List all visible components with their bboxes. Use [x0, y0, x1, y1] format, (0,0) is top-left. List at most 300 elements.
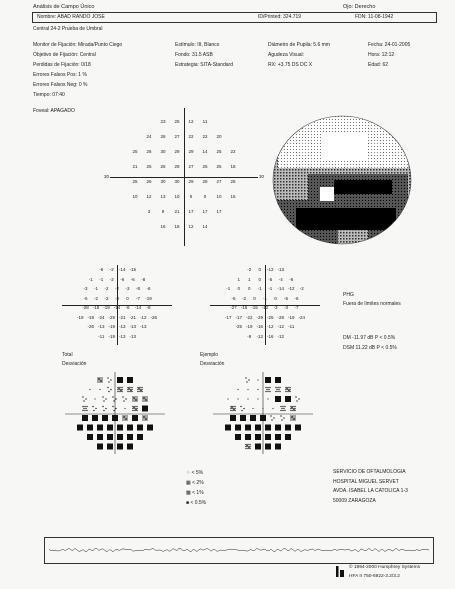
legend-item-1pct	[186, 488, 206, 498]
total-deviation-value: -6	[99, 267, 104, 272]
threshold-value: 18	[174, 224, 180, 229]
threshold-value: 27	[174, 134, 180, 139]
pattern-deviation-symbol	[265, 425, 271, 431]
total-deviation-value: -19	[145, 295, 152, 301]
total-deviation-symbol	[117, 425, 123, 431]
total-deviation-symbol	[127, 434, 133, 440]
pattern-label: Ejemplo	[200, 352, 219, 358]
threshold-value: 22	[230, 149, 236, 154]
total-deviation-value: -6	[146, 286, 151, 291]
pattern-deviation-value: -19	[287, 314, 295, 320]
pattern-deviation-value: -4	[278, 276, 283, 282]
total-deviation-symbol	[107, 425, 113, 431]
threshold-value: 14	[202, 224, 208, 229]
total-deviation-value: -26	[150, 314, 157, 320]
pattern-deviation-value: -12	[266, 267, 274, 272]
threshold-grid	[110, 108, 258, 246]
total-deviation-value: -1	[88, 276, 93, 282]
pattern-deviation-symbol	[267, 398, 268, 399]
pattern-deviation-value: -28	[277, 314, 284, 320]
pattern-deviation-value: -11	[288, 324, 295, 329]
pattern-deviation-value: -12	[277, 333, 284, 339]
threshold-value: 22	[202, 134, 208, 139]
test-time: Hora: 12:12	[368, 52, 395, 58]
pattern-deviation-value: -2	[247, 267, 252, 272]
total-deviation-value: -7	[135, 295, 140, 301]
pattern-deviation-value: -16	[256, 324, 263, 329]
pattern-deviation-symbol	[225, 425, 231, 431]
total-deviation-value: -19	[76, 314, 84, 320]
pattern-deviation-grid	[210, 265, 320, 345]
total-deviation-value: -2	[109, 267, 114, 272]
false-pos: Errores Falsos Pos: 1 %	[33, 72, 87, 78]
total-deviation-value: -24	[97, 314, 105, 320]
total-deviation-value: -14	[113, 305, 121, 310]
ght-label: PHG	[343, 292, 354, 298]
pattern-deviation-value: -12	[261, 305, 269, 310]
pattern-deviation-probability-plot	[213, 372, 313, 454]
pattern-deviation-symbol	[275, 396, 281, 402]
total-deviation-value: -15	[129, 267, 136, 272]
threshold-value: 12	[146, 194, 152, 199]
threshold-value: 25	[146, 164, 152, 169]
pattern-deviation-value: -5	[268, 276, 273, 282]
total-deviation-symbol	[82, 396, 86, 401]
total-deviation-value: -8	[135, 286, 140, 291]
pattern-deviation-symbol	[285, 425, 291, 431]
pattern-deviation-value: -6	[231, 295, 236, 301]
threshold-value: 25	[216, 149, 222, 154]
total-deviation-symbol	[77, 425, 83, 431]
total-deviation-value: -3	[114, 295, 119, 301]
threshold-value: 22	[188, 134, 194, 139]
total-deviation-value: -8	[141, 276, 146, 282]
pattern-deviation-value: -3	[283, 305, 288, 310]
legend-label-05pct: < 0.5%	[190, 500, 207, 506]
pattern-deviation-symbol	[262, 408, 263, 409]
institution-service: SERVICIO DE OFTALMOLOGIA	[333, 469, 406, 475]
pattern-deviation-value: 1	[237, 276, 240, 282]
info-col2	[175, 40, 233, 70]
total-deviation-symbol	[137, 425, 143, 431]
total-deviation-value: -14	[118, 267, 126, 272]
threshold-value: 10	[132, 194, 138, 199]
pattern-deviation-value: 0	[247, 286, 251, 291]
institution-hospital: HOSPITAL MIGUEL SERVET	[333, 478, 399, 485]
pattern-deviation-value: 0	[274, 295, 277, 301]
pattern-deviation-symbol	[275, 444, 281, 450]
total-deviation-value: -6	[120, 276, 125, 282]
threshold-value: 25	[202, 164, 208, 169]
total-deviation-symbol	[132, 396, 137, 401]
threshold-value: 29	[188, 149, 194, 154]
total-deviation-value: -12	[139, 314, 147, 320]
total-deviation-symbol	[107, 434, 113, 440]
pattern-deviation-value: -1	[268, 286, 273, 291]
pattern-deviation-symbol	[255, 444, 261, 450]
institution-address: AVDA. ISABEL LA CATOLICA 1-3	[333, 488, 408, 494]
pattern-deviation-value: 0	[253, 295, 256, 301]
test-name: Central 24-2 Prueba de Umbral	[33, 26, 103, 32]
total-deviation-symbol	[117, 444, 123, 450]
pattern-deviation-symbol	[270, 415, 274, 420]
threshold-value: 28	[202, 179, 208, 184]
total-deviation-symbol	[102, 415, 108, 421]
total-deviation-symbol	[127, 425, 133, 431]
pattern-deviation-symbol	[245, 377, 249, 382]
pattern-deviation-value: -12	[256, 333, 263, 339]
total-deviation-value: -2	[114, 286, 119, 291]
total-deviation-value: -21	[118, 314, 126, 320]
pattern-deviation-symbol	[265, 434, 271, 440]
pattern-deviation-symbol	[275, 387, 280, 392]
pattern-deviation-symbol	[280, 415, 284, 420]
pattern-deviation-symbol	[295, 425, 301, 431]
pattern-deviation-symbol	[245, 425, 251, 431]
threshold-value: 25	[132, 149, 138, 154]
legend-item-5pct	[186, 468, 206, 478]
pattern-deviation-value: -13	[277, 267, 284, 272]
pattern-deviation-value: -22	[245, 314, 253, 320]
md-index: DM -11.97 dB P < 0.5%	[343, 335, 396, 341]
pattern-deviation-symbol	[280, 406, 285, 411]
threshold-value: 17	[216, 209, 222, 214]
gaze-tracking-strip	[44, 537, 434, 564]
pattern-deviation-value: 1	[247, 276, 251, 282]
total-deviation-symbol	[112, 415, 118, 421]
legend-label-1pct: < 1%	[192, 490, 204, 496]
total-deviation-symbol	[137, 387, 142, 392]
total-deviation-value: -3	[125, 286, 130, 291]
footer-copyright: © 1994-2000 Humphrey Systems	[349, 565, 420, 570]
pattern-deviation-value: -25	[266, 314, 274, 320]
pattern-deviation-value: -7	[294, 305, 299, 310]
pattern-deviation-symbol	[295, 396, 299, 401]
threshold-value: 24	[146, 134, 152, 139]
threshold-value: 14	[202, 149, 208, 154]
total-deviation-symbol	[112, 396, 116, 401]
total-deviation-value: -5	[83, 295, 88, 301]
pattern-deviation-symbol	[257, 379, 258, 380]
pattern-deviation-value: -5	[283, 295, 288, 301]
threshold-value: 26	[146, 149, 152, 154]
dots-sparse-icon: ⁘	[186, 470, 191, 476]
total-deviation-value: -11	[98, 333, 105, 339]
pattern-deviation-value: -2	[241, 295, 246, 301]
total-deviation-value: -6	[125, 305, 130, 310]
eye-label: Ojo: Derecho	[343, 4, 376, 10]
foveal: Foveal: APAGADO	[33, 108, 75, 114]
total-deviation-value: -19	[108, 333, 115, 339]
threshold-value: 17	[188, 209, 194, 214]
pattern-deviation-symbol	[275, 425, 281, 431]
threshold-value: 29	[174, 164, 180, 169]
total-deviation-symbol	[107, 377, 111, 382]
legend-item-05pct	[186, 498, 206, 508]
info-col1	[33, 40, 122, 116]
total-deviation-value: -3	[83, 286, 88, 291]
background: Fondo: 31.5 ASB	[175, 52, 213, 58]
pattern-deviation-symbol	[237, 398, 238, 399]
total-deviation-symbol	[127, 444, 133, 450]
total-deviation-symbol	[122, 415, 127, 420]
pattern-deviation-symbol	[245, 434, 251, 440]
total-deviation-value: -19	[87, 314, 94, 320]
patient-dob: FDN: 11-08-1942	[355, 14, 394, 20]
pattern-deviation-value: -1	[262, 295, 267, 301]
fixation-losses: Perdidas de Fijación: 0/18	[33, 62, 91, 68]
pattern-deviation-symbol	[235, 425, 241, 431]
threshold-value: 16	[160, 224, 166, 229]
total-deviation-symbol	[142, 396, 147, 401]
threshold-value: 10	[174, 194, 180, 199]
threshold-value: 26	[160, 134, 166, 139]
total-deviation-symbol	[107, 444, 113, 450]
pattern-deviation-value: -27	[230, 305, 237, 310]
total-deviation-symbol	[94, 398, 95, 399]
total-deviation-value: -13	[118, 324, 126, 329]
threshold-value: 30	[160, 149, 166, 154]
total-deviation-symbol	[117, 377, 123, 383]
pattern-deviation-symbol	[230, 415, 236, 421]
legend-label-5pct: < 5%	[191, 470, 204, 476]
pattern-deviation-value: -3	[273, 305, 278, 310]
pattern-deviation-value: -2	[299, 286, 304, 291]
pattern-deviation-symbol	[290, 406, 295, 411]
total-deviation-value: -26	[87, 324, 94, 329]
pattern-deviation-symbol	[290, 415, 295, 420]
rx: RX: +3.75 DS DC X	[268, 62, 313, 68]
pattern-deviation-symbol	[265, 387, 270, 392]
threshold-value: 13	[160, 194, 166, 199]
threshold-value: 15	[230, 194, 236, 199]
total-deviation-value: -1	[99, 276, 104, 282]
total-deviation-value: -19	[108, 324, 115, 329]
checker-icon: ▩	[186, 490, 191, 496]
pattern-deviation-symbol	[285, 396, 291, 402]
threshold-value: 26	[230, 179, 236, 184]
threshold-value: 17	[202, 209, 208, 214]
total-deviation-symbol	[97, 434, 103, 440]
total-deviation-value: -13	[129, 333, 136, 339]
total-deviation-value: -6	[130, 276, 135, 282]
total-deviation-symbol	[89, 389, 90, 390]
pattern-deviation-symbol	[265, 377, 271, 383]
pattern-deviation-value: -25	[235, 324, 242, 329]
total-deviation-value: -13	[139, 324, 147, 329]
threshold-value: 27	[216, 179, 222, 184]
stimulus: Estímulo: III, Blanco	[175, 42, 220, 48]
pattern-deviation-symbol	[245, 444, 250, 449]
total-deviation-grid	[62, 265, 172, 345]
legend-label-2pct: < 2%	[192, 480, 204, 486]
probability-legend	[186, 468, 206, 508]
threshold-value: 5	[189, 194, 193, 199]
pattern-deviation-symbol	[247, 389, 248, 390]
total-deviation-symbol	[147, 425, 153, 431]
threshold-value: 11	[202, 119, 208, 124]
test-duration: Tiempo: 07:40	[33, 92, 65, 98]
pattern-deviation-value: -17	[224, 314, 232, 320]
pattern-deviation-symbol	[275, 434, 281, 440]
total-deviation-value: -21	[129, 314, 136, 320]
pattern-deviation-symbol	[240, 415, 246, 421]
grayscale-map	[268, 112, 416, 248]
institution-block	[333, 468, 408, 506]
pattern-deviation-value: -14	[277, 286, 284, 291]
pattern-deviation-symbol	[247, 398, 248, 399]
report-title: Análisis de Campo Único	[33, 4, 95, 10]
pattern-deviation-value: 0	[258, 267, 261, 272]
gaze-trace-line	[45, 538, 433, 563]
pattern-deviation-symbol	[272, 408, 273, 409]
pattern-deviation-symbol	[285, 387, 290, 392]
total-deviation-value: -2	[104, 286, 109, 291]
total-deviation-symbol	[127, 377, 133, 383]
pattern-deviation-value: -6	[294, 295, 299, 301]
dots-dense-icon: ▦	[186, 480, 191, 486]
total-deviation-value: 0	[126, 295, 129, 301]
pattern-deviation-value: -15	[251, 305, 258, 310]
axis-label-left: 30	[104, 174, 110, 179]
patient-age: Edad: 62	[368, 62, 389, 68]
threshold-value: 25	[174, 119, 180, 124]
pattern-deviation-value: -12	[266, 324, 274, 329]
total-deviation-symbol	[102, 396, 106, 401]
pattern-deviation-symbol	[250, 415, 256, 421]
pattern-deviation-value: 0	[237, 286, 240, 291]
total-deviation-value: -14	[134, 305, 142, 310]
total-deviation-symbol	[127, 387, 132, 392]
total-label: Total	[62, 352, 73, 358]
total-deviation-symbol	[82, 415, 88, 421]
pattern-deviation-symbol	[257, 389, 258, 390]
pupil-diameter: Diámetro de Pupila: 5.6 mm	[268, 42, 330, 48]
total-deviation-symbol	[97, 377, 102, 382]
threshold-value: 10	[216, 194, 222, 199]
total-deviation-symbol	[112, 406, 116, 411]
pattern-deviation-symbol	[255, 425, 261, 431]
total-deviation-value: -18	[92, 305, 100, 310]
total-deviation-value: -13	[129, 324, 136, 329]
patient-id: ID/Printed: 324.719	[258, 14, 302, 20]
pattern-sub-label: Desviación	[200, 361, 225, 367]
pattern-deviation-symbol	[237, 389, 238, 390]
humphrey-logo	[336, 566, 344, 577]
total-deviation-value: -2	[109, 276, 114, 282]
pattern-deviation-symbol	[227, 398, 228, 399]
strategy: Estrategia: SITA-Standard	[175, 62, 233, 68]
pattern-deviation-value: -12	[277, 324, 284, 329]
total-deviation-symbol	[137, 434, 143, 440]
threshold-value: 18	[230, 164, 236, 169]
threshold-value: 0	[203, 194, 207, 199]
total-deviation-symbol	[87, 425, 93, 431]
total-deviation-value: -8	[146, 305, 151, 310]
pattern-deviation-value: -16	[266, 333, 274, 339]
fixation-target: Objetivo de Fijación: Central	[33, 52, 96, 58]
threshold-value: 27	[188, 164, 194, 169]
total-deviation-value: -29	[108, 314, 115, 320]
pattern-deviation-value: -9	[247, 333, 252, 339]
threshold-value: 3	[147, 209, 151, 214]
total-deviation-symbol	[87, 434, 93, 440]
total-sub-label: Desviación	[62, 361, 87, 367]
pattern-deviation-symbol	[240, 406, 244, 411]
total-deviation-value: -28	[82, 305, 89, 310]
pattern-deviation-symbol	[285, 434, 291, 440]
threshold-value: 21	[132, 164, 138, 169]
threshold-value: 25	[132, 179, 138, 184]
pattern-deviation-value: -1	[257, 286, 262, 291]
total-deviation-symbol	[142, 415, 147, 420]
total-deviation-symbol	[82, 406, 87, 411]
pattern-deviation-value: -15	[240, 305, 248, 310]
pattern-deviation-symbol	[257, 398, 258, 399]
psd-index: DSM 11.22 dB P < 0.5%	[343, 345, 397, 351]
info-col3	[268, 40, 330, 70]
pattern-deviation-symbol	[260, 415, 266, 421]
pattern-deviation-symbol	[265, 444, 271, 450]
pattern-deviation-value: 0	[258, 276, 261, 282]
patient-header	[32, 12, 437, 23]
pattern-deviation-symbol	[275, 377, 281, 383]
total-deviation-symbol	[97, 425, 103, 431]
pattern-deviation-value: -12	[287, 286, 295, 291]
threshold-value: 29	[174, 149, 180, 154]
patient-name: Nombre: ABAD RANDO JOSE	[37, 14, 105, 20]
threshold-value: 30	[174, 179, 180, 184]
total-deviation-symbol	[132, 406, 137, 411]
false-neg: Errores Falsos Neg: 0 %	[33, 82, 88, 88]
total-deviation-symbol	[132, 415, 138, 421]
threshold-value: 29	[188, 179, 194, 184]
pattern-deviation-symbol	[255, 434, 261, 440]
threshold-value: 23	[160, 119, 166, 124]
pattern-deviation-value: -24	[298, 314, 305, 320]
threshold-value: 25	[216, 164, 222, 169]
footer-model: HFA II 750-6922-3.2/3.2	[349, 574, 400, 579]
total-deviation-symbol	[102, 406, 106, 411]
pattern-deviation-symbol	[252, 408, 253, 409]
pattern-deviation-symbol	[235, 434, 241, 440]
total-deviation-value: -19	[103, 305, 110, 310]
threshold-value: 12	[188, 224, 194, 229]
threshold-value: 30	[160, 179, 166, 184]
threshold-value: 12	[188, 119, 194, 124]
pattern-deviation-value: -29	[256, 314, 263, 320]
solid-square-icon: ■	[186, 500, 190, 506]
test-date: Fecha: 24-01-2005	[368, 42, 411, 48]
ght-result: Fuera de límites normales	[343, 301, 401, 307]
total-deviation-value: -2	[93, 295, 98, 301]
threshold-value: 20	[216, 134, 222, 139]
total-deviation-value: -13	[97, 324, 105, 329]
threshold-value: 9	[161, 209, 165, 214]
threshold-value: 21	[174, 209, 180, 214]
pattern-deviation-value: -6	[289, 276, 294, 282]
visual-acuity: Agudeza Visual:	[268, 52, 305, 58]
total-deviation-symbol	[117, 387, 122, 392]
fixation-monitor: Monitor de Fijación: Mirada/Punto Ciego	[33, 42, 123, 48]
total-deviation-value: -13	[118, 333, 126, 339]
total-deviation-value: -2	[104, 295, 109, 301]
axis-label-right: 30	[259, 174, 265, 179]
total-deviation-symbol	[99, 389, 100, 390]
info-col4	[368, 40, 410, 70]
pattern-deviation-value: -17	[235, 314, 242, 320]
total-deviation-symbol	[97, 444, 103, 450]
